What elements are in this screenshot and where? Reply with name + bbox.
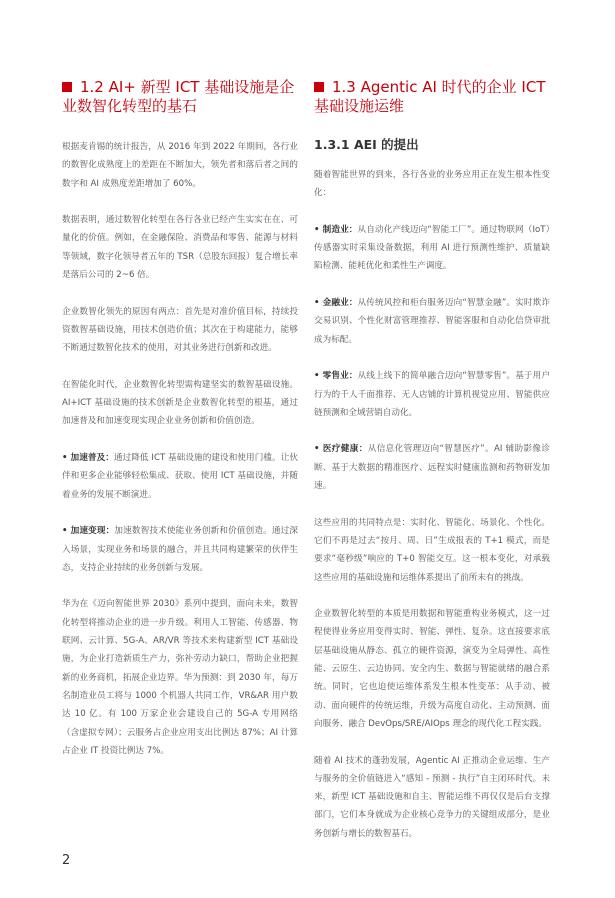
red-square-icon xyxy=(62,82,72,92)
bullet-label: • 加速变现： xyxy=(62,526,115,537)
left-column xyxy=(62,78,298,778)
paragraph: 华为在《迈向智能世界 2030》系列中提到，面向未来，数智化转型将推动企业的进一步升级。利用人工智能、传感器、物联网、云计算、5G-A、AR/VR 等技术来构建新型 ICT 基础设施，为企业打造新质生产力，弥补劳动力缺口，帮助企业把握新的业务商机，拓展企业边界。华为预测：到 2030 年，每万名制造业员工将与 1000 个机器人共同工作，VR&AR 用户数达 10 亿。有 100 万家企业会建设自己的 5G-A 专用网络（含虚拟专网）；云服务占企业应用支出比例达 87%；AI 计算占企业 IT 投资比例达 7%。 xyxy=(62,599,298,756)
bullet-item: • 金融业：从传统风控和柜台服务迈向“智慧金融”。实时欺诈交易识别、个性化财富管理推荐、智能客服和自动化信贷审批成为标配。 xyxy=(314,298,550,345)
page-number: 2 xyxy=(62,853,71,868)
bullet-label: • 制造业： xyxy=(314,224,358,235)
bullet-label: • 金融业： xyxy=(314,298,358,309)
paragraph: 企业数智化领先的原因有两点：首先是对准价值目标，持续投资数智基础设施，用技术创造价值；其次在于构建能力，能够不断通过数智化技术的使用，对其业务进行创新和改进。 xyxy=(62,306,298,354)
section-title-1-2: 1.2 AI+ 新型 ICT 基础设施是企业数智化转型的基石 xyxy=(62,78,295,115)
paragraph: 随着 AI 技术的蓬勃发展，Agentic AI 正推动企业运维、生产与服务的全价值链进入“感知 - 预测 - 执行”自主闭环时代。未来，新型 ICT 基础设施和自主、智能运维不再仅仅是后台支撑部门，它们本身就成为企业核心竞争力的关键组成部分，是业务创新与增长的数智基石。 xyxy=(314,755,550,839)
bullet-label: • 加速普及： xyxy=(62,453,114,464)
bullet-item: • 制造业：从自动化产线迈向“智能工厂”。通过物联网（IoT）传感器实时采集设备数据，利用 AI 进行预测性维护、质量缺陷检测、能耗优化和柔性生产调度。 xyxy=(314,224,550,272)
paragraph: 随着智能世界的到来，各行各业的业务应用正在发生根本性变化： xyxy=(314,170,550,199)
right-column xyxy=(314,78,550,861)
subsection-title: 1.3.1 AEI 的提出 xyxy=(314,137,419,152)
paragraph: 企业数智化转型的本质是用数据和智能重构业务模式，这一过程使得业务应用变得实时、智能、弹性、复杂。这直接要求底层基础设施从静态、孤立的硬件资源，演变为全局弹性、高性能、云原生、云边协同、安全内生、数据与智能就绪的融合系统。同时，它也迫使运维体系发生根本性变革：从手动、被动、面向硬件的传统运维，升级为高度自动化、主动预测、面向服务、融合 DevOps/SRE/AIOps 理念的现代化工程实践。 xyxy=(314,609,550,729)
bullet-item: • 加速普及：通过降低 ICT 基础设施的建设和使用门槛。让伙伴和更多企业能够轻松集成、获取、使用 ICT 基础设施，并随着业务的发展不断演进。 xyxy=(62,453,298,500)
bullet-item: • 加速变现：加速数智技术使能业务创新和价值创造。通过深入场景，实现业务和场景的融合，并且共同构建繁荣的伙伴生态，支持企业持续的业务创新与发展。 xyxy=(62,526,298,573)
paragraph: 在智能化时代，企业数智化转型需构建坚实的数智基础设施。AI+ICT 基础设施的技术创新是企业数智化转型的根基，通过加速普及和加速变现实现企业业务创新和价值创造。 xyxy=(62,379,298,427)
section-title-1-3: 1.3 Agentic AI 时代的企业 ICT 基础设施运维 xyxy=(314,78,546,115)
bullet-item: • 零售业：从线上线下的简单融合迈向“智慧零售”。基于用户行为的千人千面推荐、无人店铺的计算机视觉应用、智能供应链预测和全域营销自动化。 xyxy=(314,371,550,418)
red-square-icon xyxy=(314,82,324,92)
paragraph: 根据麦肯锡的统计报告，从 2016 年到 2022 年期间，各行业的数智化成熟度上的差距在不断加大，领先者和落后者之间的数字和 AI 成熟度差距增加了 60%。 xyxy=(62,142,298,189)
bullet-label: • 零售业： xyxy=(314,371,358,382)
paragraph: 数据表明，通过数智化转型在各行各业已经产生实实在在、可量化的价值。例如，在金融保险、消费品和零售、能源与材料等领域，数字化领导者五年的 TSR（总股东回报）复合增长率是落后公司的 2~6 倍。 xyxy=(62,215,298,281)
bullet-item: • 医疗健康：从信息化管理迈向“智慧医疗”。AI 辅助影像诊断、基于大数据的精准医疗、远程实时健康监测和药物研发加速。 xyxy=(314,444,550,492)
bullet-label: • 医疗健康： xyxy=(314,444,368,455)
paragraph: 这些应用的共同特点是：实时化、智能化、场景化、个性化。它们不再是过去“按月、周、日”生成报表的 T+1 模式，而是要求“毫秒级”响应的 T+0 智能交互。这一根本变化，对承载这些应用的基础设施和运维体系提出了前所未有的挑战。 xyxy=(314,517,550,583)
